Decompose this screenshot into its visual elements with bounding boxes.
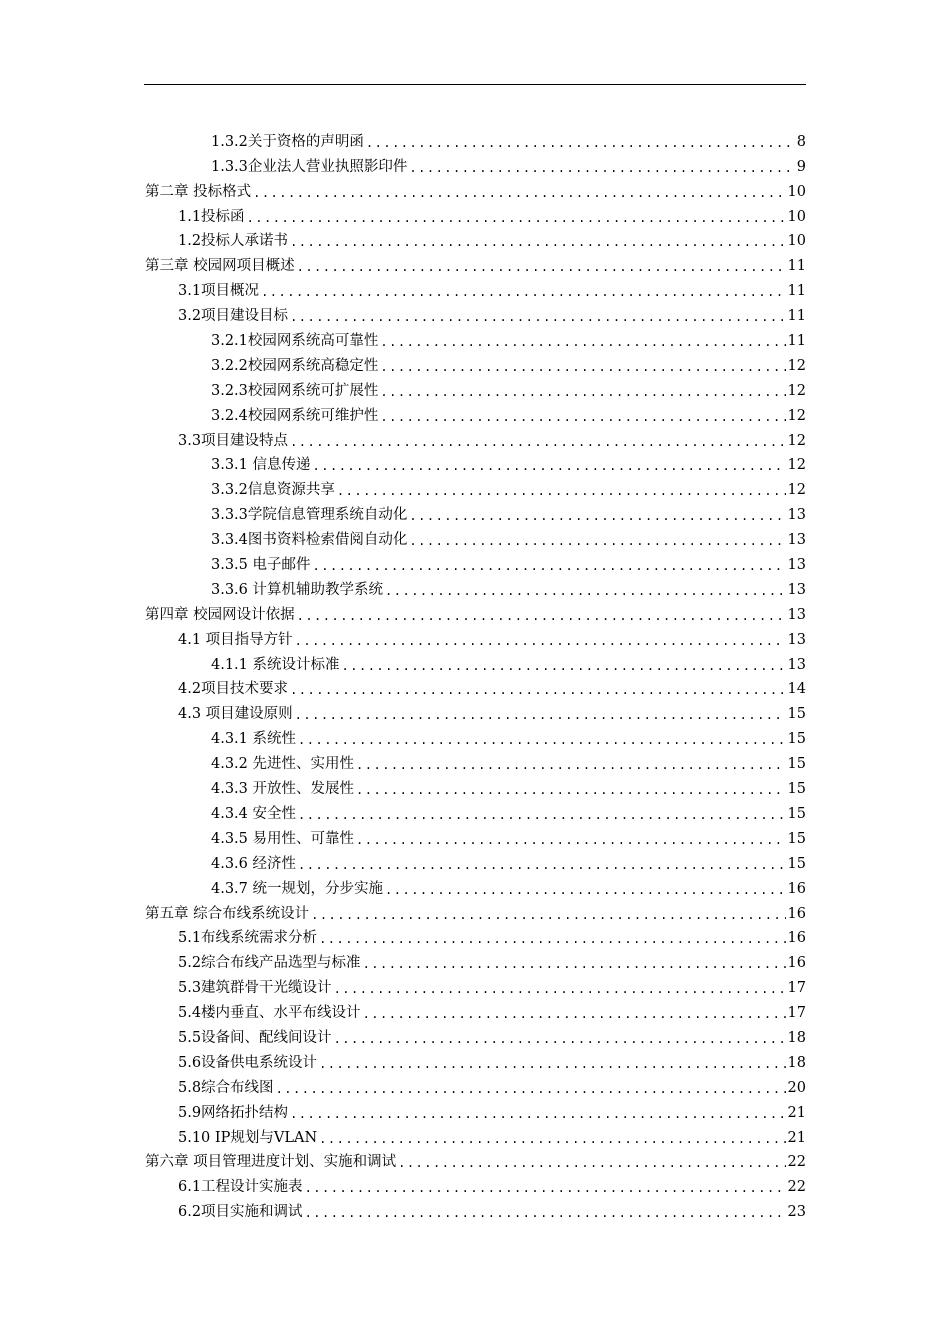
toc-entry-label: 5.3建筑群骨干光缆设计 xyxy=(178,980,332,997)
toc-entry[interactable] xyxy=(0,151,950,176)
dot-leader xyxy=(380,359,785,375)
toc-entry[interactable] xyxy=(0,748,950,773)
toc-entry[interactable] xyxy=(0,400,950,425)
toc-entry-page-number: 22 xyxy=(787,1179,806,1196)
toc-entry-label: 4.1 项目指导方针 xyxy=(178,631,293,648)
toc-entry-label: 4.3.1 系统性 xyxy=(211,731,297,748)
toc-entry[interactable] xyxy=(0,499,950,524)
dot-leader xyxy=(366,135,795,151)
toc-entry-page-number: 15 xyxy=(787,706,806,723)
dot-leader xyxy=(409,160,794,176)
table-of-contents xyxy=(0,126,950,1221)
dot-leader xyxy=(313,458,786,474)
toc-entry-page-number: 9 xyxy=(796,158,806,175)
toc-entry[interactable] xyxy=(0,723,950,748)
dot-leader xyxy=(295,633,786,649)
dot-leader xyxy=(337,483,786,499)
header-rule xyxy=(144,84,806,85)
dot-leader xyxy=(409,508,785,524)
toc-entry-page-number: 17 xyxy=(787,1005,806,1022)
dot-leader xyxy=(319,1056,785,1072)
toc-entry[interactable] xyxy=(0,823,950,848)
toc-entry-page-number: 10 xyxy=(787,233,806,250)
toc-entry-page-number: 10 xyxy=(787,183,806,200)
toc-entry-label: 第二章 投标格式 xyxy=(145,183,252,200)
dot-leader xyxy=(290,434,785,450)
toc-entry[interactable] xyxy=(0,1196,950,1221)
toc-entry[interactable] xyxy=(0,176,950,201)
dot-leader xyxy=(261,284,785,300)
dot-leader xyxy=(290,1106,785,1122)
dot-leader xyxy=(363,1006,786,1022)
dot-leader xyxy=(247,210,786,226)
toc-entry[interactable] xyxy=(0,773,950,798)
toc-entry-label: 3.1项目概况 xyxy=(178,283,260,300)
toc-entry[interactable] xyxy=(0,275,950,300)
toc-entry-label: 5.10 IP规划与VLAN xyxy=(178,1129,318,1146)
toc-entry-page-number: 12 xyxy=(787,357,806,374)
toc-entry-label: 3.3.3学院信息管理系统自动化 xyxy=(211,507,408,524)
toc-entry-page-number: 13 xyxy=(787,631,806,648)
toc-entry-page-number: 16 xyxy=(787,905,806,922)
toc-entry-page-number: 23 xyxy=(787,1204,806,1221)
toc-entry-label: 4.2项目技术要求 xyxy=(178,681,289,698)
toc-entry[interactable] xyxy=(0,350,950,375)
toc-entry-page-number: 12 xyxy=(787,457,806,474)
dot-leader xyxy=(356,782,786,798)
toc-entry-label: 第五章 综合布线系统设计 xyxy=(145,905,310,922)
toc-entry-page-number: 8 xyxy=(796,133,806,150)
toc-entry-label: 3.2.3校园网系统可扩展性 xyxy=(211,382,379,399)
dot-leader xyxy=(356,832,786,848)
toc-entry-page-number: 13 xyxy=(787,532,806,549)
toc-entry-label: 5.9网络拓扑结构 xyxy=(178,1104,289,1121)
toc-entry-page-number: 12 xyxy=(787,432,806,449)
dot-leader xyxy=(398,1155,785,1171)
toc-entry-page-number: 13 xyxy=(787,581,806,598)
toc-entry-label: 4.3.6 经济性 xyxy=(211,855,297,872)
toc-entry-page-number: 11 xyxy=(787,333,806,350)
dot-leader xyxy=(334,1031,786,1047)
dot-leader xyxy=(380,334,785,350)
toc-entry[interactable] xyxy=(0,599,950,624)
toc-entry[interactable] xyxy=(0,898,950,923)
toc-entry-label: 4.3 项目建设原则 xyxy=(178,706,293,723)
toc-entry-page-number: 17 xyxy=(787,980,806,997)
toc-entry[interactable] xyxy=(0,798,950,823)
dot-leader xyxy=(380,409,785,425)
toc-entry-label: 3.2.2校园网系统高稳定性 xyxy=(211,357,379,374)
toc-entry-page-number: 11 xyxy=(787,308,806,325)
toc-entry-page-number: 11 xyxy=(787,283,806,300)
toc-entry-page-number: 18 xyxy=(787,1029,806,1046)
toc-entry-label: 3.3项目建设特点 xyxy=(178,432,289,449)
toc-entry-page-number: 16 xyxy=(787,930,806,947)
toc-entry[interactable] xyxy=(0,549,950,574)
dot-leader xyxy=(319,931,785,947)
toc-entry[interactable] xyxy=(0,997,950,1022)
dot-leader xyxy=(342,658,786,674)
dot-leader xyxy=(313,558,786,574)
toc-entry-label: 3.3.4图书资料检索借阅自动化 xyxy=(211,532,408,549)
toc-entry-label: 4.3.2 先进性、实用性 xyxy=(211,756,355,773)
toc-entry-label: 4.1.1 系统设计标准 xyxy=(211,656,340,673)
dot-leader xyxy=(276,1081,786,1097)
toc-entry[interactable] xyxy=(0,947,950,972)
toc-entry-page-number: 13 xyxy=(787,507,806,524)
toc-entry-page-number: 13 xyxy=(787,656,806,673)
dot-leader xyxy=(253,185,785,201)
toc-entry[interactable] xyxy=(0,1122,950,1147)
dot-leader xyxy=(385,583,786,599)
dot-leader xyxy=(297,259,786,275)
toc-entry[interactable] xyxy=(0,923,950,948)
toc-entry-label: 第六章 项目管理进度计划、实施和调试 xyxy=(145,1154,397,1171)
toc-entry-page-number: 15 xyxy=(787,855,806,872)
toc-entry[interactable] xyxy=(0,524,950,549)
toc-entry-page-number: 15 xyxy=(787,781,806,798)
dot-leader xyxy=(298,807,786,823)
dot-leader xyxy=(290,234,785,250)
toc-entry-page-number: 14 xyxy=(787,681,806,698)
toc-entry[interactable] xyxy=(0,1047,950,1072)
dot-leader xyxy=(356,757,786,773)
toc-entry-page-number: 10 xyxy=(787,208,806,225)
toc-entry[interactable] xyxy=(0,1171,950,1196)
toc-entry[interactable] xyxy=(0,201,950,226)
toc-entry-page-number: 15 xyxy=(787,805,806,822)
toc-entry-page-number: 15 xyxy=(787,756,806,773)
toc-entry-page-number: 13 xyxy=(787,606,806,623)
toc-entry-label: 3.2.4校园网系统可维护性 xyxy=(211,407,379,424)
toc-entry-label: 3.3.2信息资源共享 xyxy=(211,482,335,499)
dot-leader xyxy=(305,1180,786,1196)
toc-entry-page-number: 12 xyxy=(787,407,806,424)
dot-leader xyxy=(295,707,786,723)
toc-entry-page-number: 21 xyxy=(787,1104,806,1121)
toc-entry-label: 第四章 校园网设计依据 xyxy=(145,606,295,623)
toc-entry-label: 1.3.3企业法人营业执照影印件 xyxy=(211,158,408,175)
toc-entry-label: 3.3.1 信息传递 xyxy=(211,457,311,474)
toc-entry-label: 1.1投标函 xyxy=(178,208,245,225)
toc-entry[interactable] xyxy=(0,300,950,325)
dot-leader xyxy=(409,533,785,549)
dot-leader xyxy=(305,1205,786,1221)
dot-leader xyxy=(311,907,785,923)
toc-entry-page-number: 12 xyxy=(787,482,806,499)
toc-entry-label: 4.3.4 安全性 xyxy=(211,805,297,822)
toc-entry[interactable] xyxy=(0,250,950,275)
toc-entry[interactable] xyxy=(0,375,950,400)
toc-entry-label: 4.3.7 统一规划，分步实施 xyxy=(211,880,384,897)
dot-leader xyxy=(334,981,786,997)
toc-entry-label: 6.2项目实施和调试 xyxy=(178,1204,303,1221)
toc-entry-label: 1.3.2关于资格的声明函 xyxy=(211,133,364,150)
toc-entry[interactable] xyxy=(0,698,950,723)
toc-entry[interactable] xyxy=(0,450,950,475)
toc-entry-page-number: 15 xyxy=(787,830,806,847)
toc-entry[interactable] xyxy=(0,972,950,997)
toc-entry-page-number: 15 xyxy=(787,731,806,748)
toc-entry-label: 5.5设备间、配线间设计 xyxy=(178,1029,332,1046)
toc-entry-label: 3.2.1校园网系统高可靠性 xyxy=(211,333,379,350)
toc-entry-label: 5.1布线系统需求分析 xyxy=(178,930,318,947)
toc-entry-label: 6.1工程设计实施表 xyxy=(178,1179,303,1196)
toc-entry-label: 第三章 校园网项目概述 xyxy=(145,258,295,275)
toc-entry[interactable] xyxy=(0,873,950,898)
toc-entry[interactable] xyxy=(0,474,950,499)
dot-leader xyxy=(385,882,786,898)
dot-leader xyxy=(319,1131,785,1147)
toc-entry-page-number: 22 xyxy=(787,1154,806,1171)
toc-entry-label: 4.3.5 易用性、可靠性 xyxy=(211,830,355,847)
toc-entry[interactable] xyxy=(0,425,950,450)
toc-entry-page-number: 12 xyxy=(787,382,806,399)
toc-entry-label: 3.2项目建设目标 xyxy=(178,308,289,325)
toc-entry-label: 5.8综合布线图 xyxy=(178,1079,274,1096)
toc-entry-label: 3.3.6 计算机辅助教学系统 xyxy=(211,581,384,598)
toc-entry[interactable] xyxy=(0,325,950,350)
toc-entry[interactable] xyxy=(0,649,950,674)
dot-leader xyxy=(297,608,786,624)
toc-entry-label: 5.6设备供电系统设计 xyxy=(178,1054,318,1071)
toc-entry[interactable] xyxy=(0,1097,950,1122)
toc-entry-page-number: 16 xyxy=(787,955,806,972)
toc-entry-label: 5.2综合布线产品选型与标准 xyxy=(178,955,361,972)
toc-entry-page-number: 20 xyxy=(787,1079,806,1096)
toc-entry[interactable] xyxy=(0,226,950,251)
toc-entry[interactable] xyxy=(0,126,950,151)
toc-entry-label: 1.2投标人承诺书 xyxy=(178,233,289,250)
toc-entry[interactable] xyxy=(0,574,950,599)
dot-leader xyxy=(380,384,785,400)
toc-entry[interactable] xyxy=(0,848,950,873)
toc-entry[interactable] xyxy=(0,1072,950,1097)
dot-leader xyxy=(290,682,785,698)
toc-entry-page-number: 11 xyxy=(787,258,806,275)
toc-entry-page-number: 18 xyxy=(787,1054,806,1071)
toc-entry-page-number: 21 xyxy=(787,1129,806,1146)
toc-entry-page-number: 16 xyxy=(787,880,806,897)
dot-leader xyxy=(298,732,786,748)
toc-entry-label: 5.4楼内垂直、水平布线设计 xyxy=(178,1005,361,1022)
toc-entry[interactable] xyxy=(0,1147,950,1172)
dot-leader xyxy=(290,309,785,325)
toc-entry[interactable] xyxy=(0,1022,950,1047)
dot-leader xyxy=(363,956,786,972)
toc-entry[interactable] xyxy=(0,674,950,699)
dot-leader xyxy=(298,857,786,873)
toc-entry-label: 4.3.3 开放性、发展性 xyxy=(211,781,355,798)
toc-entry-label: 3.3.5 电子邮件 xyxy=(211,557,311,574)
toc-entry[interactable] xyxy=(0,624,950,649)
toc-entry-page-number: 13 xyxy=(787,557,806,574)
